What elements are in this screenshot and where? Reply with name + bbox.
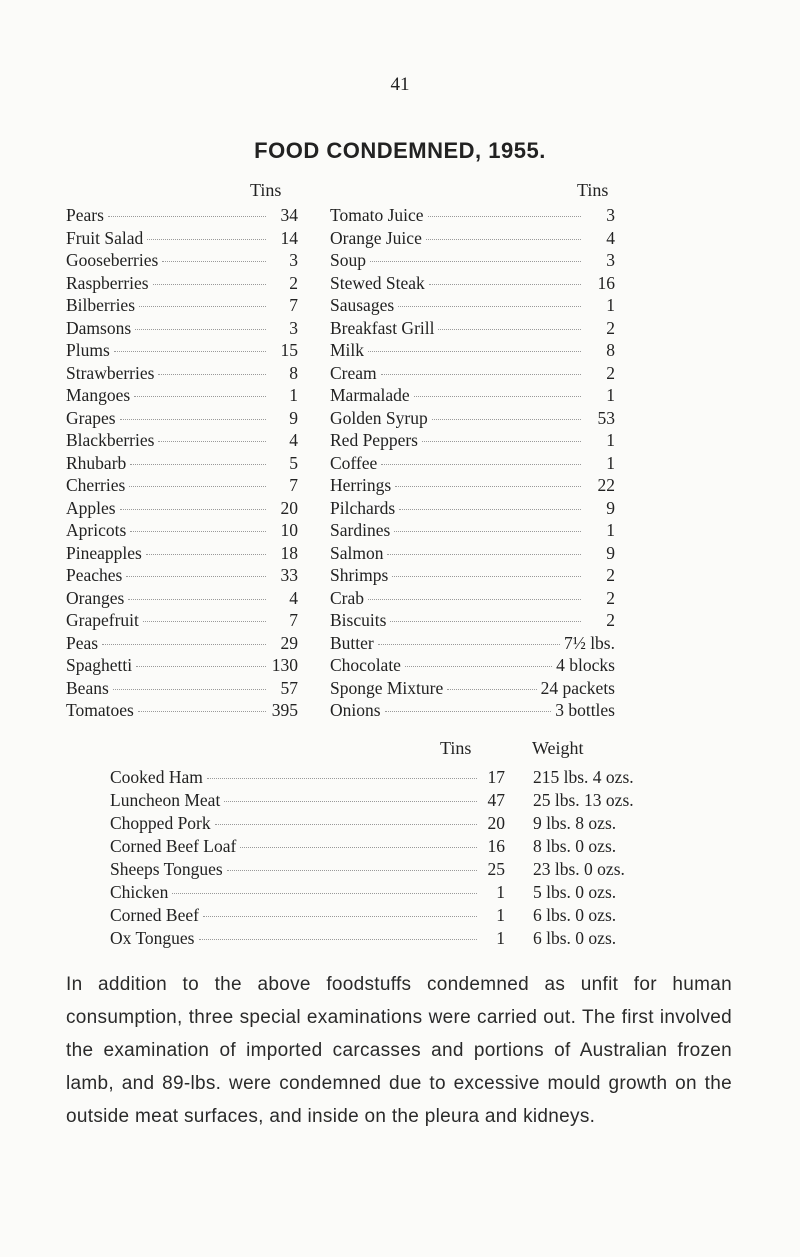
left-food-row	[66, 632, 298, 655]
meat-row	[110, 927, 670, 950]
item-name: Peas	[66, 632, 99, 653]
right-food-row	[330, 362, 615, 385]
right-food-row	[330, 294, 615, 317]
item-value: 7	[289, 475, 298, 495]
left-food-row	[66, 317, 298, 340]
item-value: 1	[606, 385, 615, 405]
item-value: 20	[280, 497, 298, 518]
item-value: 10	[280, 520, 298, 540]
leader-dots	[113, 689, 266, 690]
item-value: 7	[289, 295, 298, 315]
right-food-row	[330, 204, 615, 227]
left-food-row	[66, 272, 298, 295]
leader-dots	[378, 644, 560, 645]
leader-dots	[126, 576, 266, 577]
left-food-row	[66, 654, 298, 677]
meat-name: Sheeps Tongues	[110, 859, 223, 879]
item-name: Breakfast Grill	[330, 317, 435, 338]
leader-dots	[414, 396, 581, 397]
leader-dots	[438, 329, 581, 330]
meat-tins: 25	[487, 859, 505, 879]
meat-tins: 1	[496, 882, 505, 902]
item-name: Grapes	[66, 407, 116, 428]
item-name: Peaches	[66, 565, 123, 585]
meat-tins: 20	[487, 813, 505, 833]
item-value: 395	[271, 700, 298, 720]
left-column-header: Tins	[250, 180, 282, 200]
leader-dots	[429, 284, 581, 285]
item-value: 130	[271, 655, 298, 675]
left-food-row	[66, 204, 298, 227]
left-food-list	[66, 204, 298, 722]
item-name: Sponge Mixture	[330, 677, 444, 698]
right-food-row	[330, 227, 615, 250]
leader-dots	[390, 621, 581, 622]
item-name: Blackberries	[66, 430, 155, 450]
item-name: Cherries	[66, 475, 126, 495]
item-name: Damsons	[66, 317, 132, 338]
leader-dots	[135, 329, 266, 330]
leader-dots	[120, 509, 266, 510]
leader-dots	[405, 666, 552, 667]
left-food-row	[66, 362, 298, 385]
leader-dots	[398, 306, 581, 307]
leader-dots	[203, 916, 477, 917]
meat-weight: 23 lbs. 0 ozs.	[533, 859, 625, 879]
right-food-row	[330, 497, 615, 520]
leader-dots	[385, 711, 552, 712]
right-food-row	[330, 654, 615, 677]
item-value: 9	[289, 407, 298, 428]
meat-name: Ox Tongues	[110, 928, 195, 948]
item-value: 4	[606, 227, 615, 248]
meat-weight: 8 lbs. 0 ozs.	[533, 836, 617, 856]
item-value: 2	[289, 272, 298, 293]
meat-tins: 17	[487, 767, 505, 787]
leader-dots	[368, 599, 581, 600]
right-food-list	[330, 204, 615, 722]
item-name: Gooseberries	[66, 250, 159, 270]
item-value: 2	[606, 565, 615, 585]
right-food-row	[330, 384, 615, 407]
leader-dots	[447, 689, 536, 690]
item-name: Mangoes	[66, 385, 131, 405]
item-name: Herrings	[330, 475, 392, 495]
meat-name: Corned Beef Loaf	[110, 836, 237, 856]
leader-dots	[381, 464, 581, 465]
leader-dots	[207, 778, 477, 779]
right-food-row	[330, 519, 615, 542]
item-value: 5	[289, 452, 298, 473]
right-food-row	[330, 564, 615, 587]
leader-dots	[147, 239, 266, 240]
leader-dots	[432, 419, 581, 420]
left-food-row	[66, 339, 298, 362]
item-value: 3	[606, 205, 615, 225]
leader-dots	[130, 464, 266, 465]
leader-dots	[381, 374, 581, 375]
left-food-row	[66, 699, 298, 722]
right-food-row	[330, 317, 615, 340]
leader-dots	[199, 939, 478, 940]
meat-weight: 5 lbs. 0 ozs.	[533, 882, 617, 902]
left-food-row	[66, 497, 298, 520]
leader-dots	[143, 621, 266, 622]
item-name: Golden Syrup	[330, 407, 428, 428]
item-name: Fruit Salad	[66, 227, 144, 248]
meat-weight: 6 lbs. 0 ozs.	[533, 928, 617, 948]
meat-tins: 1	[496, 928, 505, 948]
leader-dots	[227, 870, 477, 871]
left-food-row	[66, 587, 298, 610]
leader-dots	[158, 441, 266, 442]
item-value: 22	[597, 475, 615, 495]
item-value: 7½ lbs.	[563, 632, 615, 653]
item-value: 29	[280, 632, 298, 653]
right-food-row	[330, 609, 615, 632]
meat-row	[110, 904, 670, 927]
body-paragraph: In addition to the above foodstuffs condemned as unfit for human consumption, three special examinations were carried out. The first involved the examination of imported carcasses and portions of Australian frozen lamb, and 89-lbs. were condemned due to excessive mould growth on the outside meat surfaces, and inside on the pleura and kidneys.	[66, 974, 732, 1127]
item-value: 2	[606, 317, 615, 338]
meat-name: Chopped Pork	[110, 813, 211, 833]
leader-dots	[394, 531, 581, 532]
leader-dots	[399, 509, 581, 510]
item-name: Rhubarb	[66, 452, 127, 473]
leader-dots	[224, 801, 477, 802]
meat-weight: 215 lbs. 4 ozs.	[533, 767, 634, 787]
item-name: Grapefruit	[66, 610, 139, 630]
left-food-row	[66, 384, 298, 407]
meat-weight: 9 lbs. 8 ozs.	[533, 813, 617, 833]
item-name: Strawberries	[66, 362, 155, 383]
meat-row	[110, 881, 670, 904]
item-value: 18	[280, 542, 298, 563]
item-value: 1	[606, 520, 615, 540]
item-value: 2	[606, 362, 615, 383]
item-value: 1	[289, 385, 298, 405]
item-name: Shrimps	[330, 565, 389, 585]
item-value: 57	[280, 677, 298, 698]
left-food-row	[66, 407, 298, 430]
leader-dots	[215, 824, 477, 825]
item-name: Spaghetti	[66, 655, 133, 675]
item-name: Butter	[330, 632, 374, 653]
right-food-row	[330, 677, 615, 700]
item-value: 2	[606, 587, 615, 608]
item-value: 8	[289, 362, 298, 383]
meat-weight: 6 lbs. 0 ozs.	[533, 905, 617, 925]
item-name: Sardines	[330, 520, 391, 540]
leader-dots	[368, 351, 581, 352]
meat-row	[110, 789, 670, 812]
right-food-row	[330, 587, 615, 610]
leader-dots	[426, 239, 581, 240]
leader-dots	[387, 554, 581, 555]
meat-name: Cooked Ham	[110, 767, 203, 787]
right-food-row	[330, 429, 615, 452]
leader-dots	[172, 893, 477, 894]
meat-tins-header: Tins	[440, 738, 472, 758]
item-name: Apples	[66, 497, 116, 518]
left-food-row	[66, 227, 298, 250]
right-food-row	[330, 249, 615, 272]
meat-row	[110, 858, 670, 881]
item-value: 4	[289, 587, 298, 608]
leader-dots	[108, 216, 266, 217]
item-name: Tomatoes	[66, 700, 134, 720]
item-name: Soup	[330, 250, 366, 270]
leader-dots	[134, 396, 266, 397]
meat-row	[110, 812, 670, 835]
leader-dots	[102, 644, 266, 645]
item-value: 8	[606, 340, 615, 360]
item-value: 4	[289, 430, 298, 450]
item-value: 3	[289, 250, 298, 270]
right-column-header: Tins	[577, 180, 609, 200]
leader-dots	[146, 554, 266, 555]
item-value: 16	[597, 272, 615, 293]
leader-dots	[120, 419, 266, 420]
item-value: 3	[606, 250, 615, 270]
left-food-row	[66, 677, 298, 700]
leader-dots	[139, 306, 266, 307]
right-food-row	[330, 474, 615, 497]
item-value: 14	[280, 227, 298, 248]
item-name: Apricots	[66, 520, 127, 540]
item-name: Tomato Juice	[330, 205, 424, 225]
item-name: Oranges	[66, 587, 125, 608]
item-name: Biscuits	[330, 610, 387, 630]
item-value: 53	[597, 407, 615, 428]
left-food-row	[66, 249, 298, 272]
item-value: 1	[606, 430, 615, 450]
leader-dots	[158, 374, 266, 375]
meat-name: Corned Beef	[110, 905, 199, 925]
item-name: Bilberries	[66, 295, 136, 315]
item-name: Pears	[66, 205, 104, 225]
item-value: 3	[289, 317, 298, 338]
leader-dots	[138, 711, 266, 712]
page-number: 41	[390, 74, 410, 95]
leader-dots	[240, 847, 477, 848]
item-name: Chocolate	[330, 655, 401, 675]
right-food-row	[330, 699, 615, 722]
item-value: 9	[606, 497, 615, 518]
leader-dots	[392, 576, 581, 577]
item-value: 1	[606, 452, 615, 473]
meat-tins: 1	[496, 905, 505, 925]
item-name: Sausages	[330, 295, 395, 315]
left-food-row	[66, 429, 298, 452]
item-name: Salmon	[330, 542, 384, 563]
leader-dots	[162, 261, 266, 262]
leader-dots	[130, 531, 266, 532]
item-value: 24 packets	[540, 677, 615, 698]
meat-tins: 16	[487, 836, 505, 856]
left-food-row	[66, 519, 298, 542]
item-name: Beans	[66, 677, 109, 698]
meat-name: Chicken	[110, 882, 169, 902]
right-food-row	[330, 452, 615, 475]
item-name: Pilchards	[330, 497, 396, 518]
left-food-row	[66, 564, 298, 587]
meat-name: Luncheon Meat	[110, 790, 221, 810]
leader-dots	[136, 666, 266, 667]
item-name: Milk	[330, 340, 365, 360]
right-food-row	[330, 407, 615, 430]
meat-tins: 47	[487, 790, 505, 810]
item-name: Pineapples	[66, 542, 142, 563]
item-value: 9	[606, 542, 615, 563]
left-food-row	[66, 294, 298, 317]
leader-dots	[153, 284, 266, 285]
item-value: 33	[280, 565, 298, 585]
item-name: Cream	[330, 362, 377, 383]
right-food-row	[330, 632, 615, 655]
meat-weight-header: Weight	[532, 738, 584, 758]
meat-weight: 25 lbs. 13 ozs.	[533, 790, 634, 810]
right-food-row	[330, 272, 615, 295]
item-value: 4 blocks	[556, 655, 615, 675]
leader-dots	[129, 486, 266, 487]
leader-dots	[114, 351, 266, 352]
left-food-row	[66, 452, 298, 475]
item-name: Stewed Steak	[330, 272, 425, 293]
leader-dots	[370, 261, 581, 262]
item-name: Coffee	[330, 452, 378, 473]
item-value: 3 bottles	[555, 700, 615, 720]
item-name: Orange Juice	[330, 227, 422, 248]
meat-row	[110, 835, 670, 858]
item-name: Onions	[330, 700, 381, 720]
item-value: 7	[289, 610, 298, 630]
right-food-row	[330, 339, 615, 362]
right-food-row	[330, 542, 615, 565]
item-name: Red Peppers	[330, 430, 418, 450]
meat-table	[110, 766, 670, 950]
left-food-row	[66, 542, 298, 565]
item-name: Raspberries	[66, 272, 149, 293]
left-food-row	[66, 609, 298, 632]
leader-dots	[128, 599, 266, 600]
leader-dots	[395, 486, 581, 487]
leader-dots	[428, 216, 581, 217]
item-value: 34	[280, 205, 298, 225]
leader-dots	[422, 441, 581, 442]
item-name: Crab	[330, 587, 365, 608]
item-value: 15	[280, 340, 298, 360]
item-name: Marmalade	[330, 385, 410, 405]
meat-row	[110, 766, 670, 789]
item-value: 1	[606, 295, 615, 315]
item-name: Plums	[66, 340, 110, 360]
page-title: FOOD CONDEMNED, 1955.	[254, 138, 546, 163]
left-food-row	[66, 474, 298, 497]
item-value: 2	[606, 610, 615, 630]
